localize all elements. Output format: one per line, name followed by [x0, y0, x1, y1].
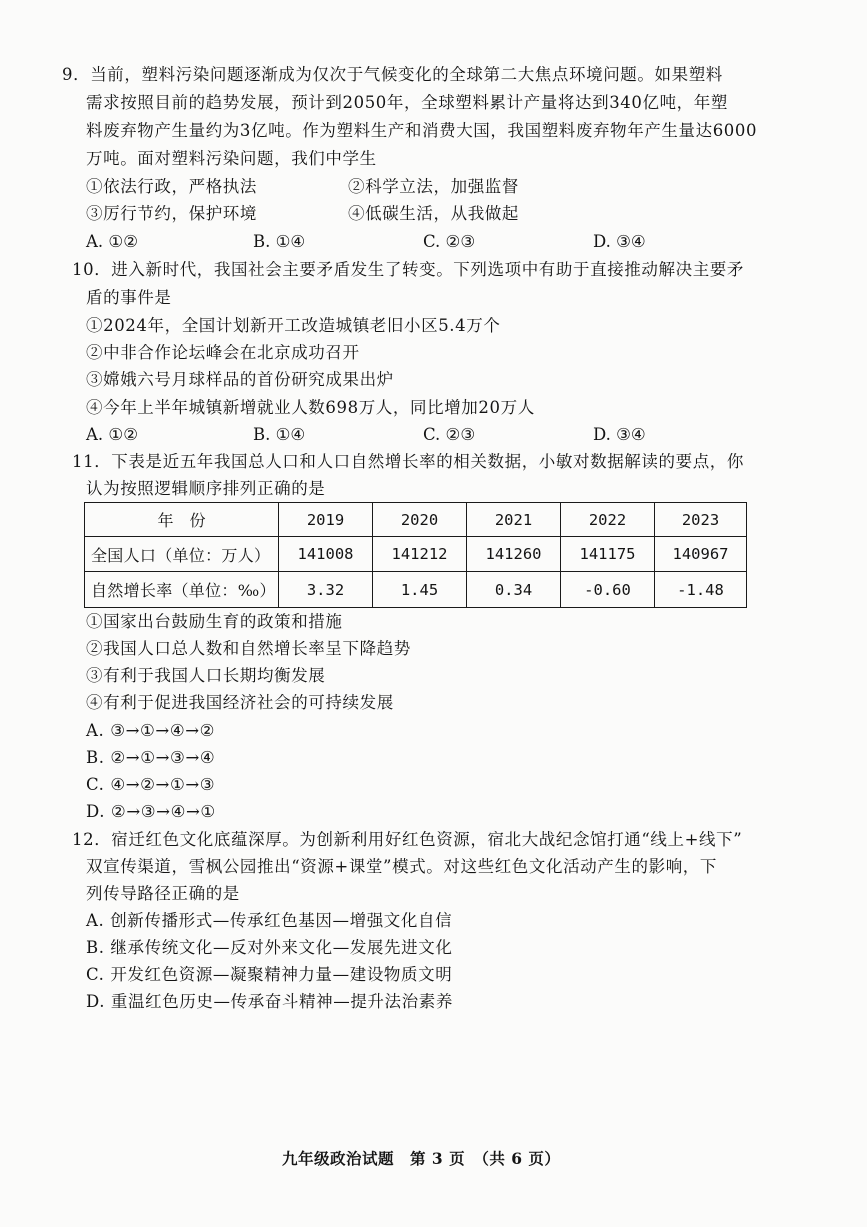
q10-statement-2: ②中非合作论坛峰会在北京成功召开 — [86, 343, 360, 362]
q11-stem-line: 11．下表是近五年我国总人口和人口自然增长率的相关数据，小敏对数据解读的要点，你 — [72, 452, 744, 471]
q11-option-d[interactable]: D. ②→③→④→① — [86, 802, 216, 821]
table-row — [85, 572, 747, 608]
table-cell: 0.34 — [467, 572, 561, 608]
q9-option-b[interactable]: B. ①④ — [253, 232, 306, 251]
table-header-cell: 2021 — [467, 503, 561, 537]
table-cell: 141175 — [561, 537, 655, 572]
q11-statement-1: ①国家出台鼓励生育的政策和措施 — [86, 612, 343, 631]
table-header-cell: 2022 — [561, 503, 655, 537]
table-header-cell: 2023 — [655, 503, 747, 537]
table-header-row — [85, 503, 747, 537]
q9-option-c[interactable]: C. ②③ — [423, 232, 476, 251]
table-header-cell: 2019 — [279, 503, 373, 537]
q11-statement-2: ②我国人口总人数和自然增长率呈下降趋势 — [86, 639, 411, 658]
q11-option-a[interactable]: A. ③→①→④→② — [86, 721, 216, 740]
q12-option-d[interactable]: D. 重温红色历史—传承奋斗精神—提升法治素养 — [86, 992, 453, 1011]
q11-statement-3: ③有利于我国人口长期均衡发展 — [86, 666, 326, 685]
q10-option-d[interactable]: D. ③④ — [593, 425, 646, 444]
q9-stem-line: 万吨。面对塑料污染问题，我们中学生 — [86, 149, 377, 168]
q12-stem-line: 12．宿迁红色文化底蕴深厚。为创新利用好红色资源，宿北大战纪念馆打通“线上+线下” — [72, 830, 743, 849]
q12-option-c[interactable]: C. 开发红色资源—凝聚精神力量—建设物质文明 — [86, 965, 453, 984]
table-cell: 140967 — [655, 537, 747, 572]
q11-option-c[interactable]: C. ④→②→①→③ — [86, 775, 216, 794]
table-header-cell: 2020 — [373, 503, 467, 537]
table-cell: 141260 — [467, 537, 561, 572]
table-row-header: 自然增长率（单位：‰） — [85, 572, 279, 608]
q12-stem-line: 列传导路径正确的是 — [86, 884, 240, 903]
q10-stem-line: 盾的事件是 — [86, 288, 172, 307]
q9-stem-line: 料废弃物产生量约为3亿吨。作为塑料生产和消费大国，我国塑料废弃物年产生量达6000 — [86, 121, 758, 140]
q9-statement-2: ②科学立法，加强监督 — [348, 177, 519, 196]
q9-statement-1: ①依法行政，严格执法 — [86, 177, 257, 196]
table-row-header: 全国人口（单位：万人） — [85, 537, 279, 572]
q11-stem-line: 认为按照逻辑顺序排列正确的是 — [86, 479, 326, 498]
table-cell: -0.60 — [561, 572, 655, 608]
q9-option-a[interactable]: A. ①② — [86, 232, 138, 251]
q10-stem-line: 10．进入新时代，我国社会主要矛盾发生了转变。下列选项中有助于直接推动解决主要矛 — [72, 260, 744, 279]
q11-statement-4: ④有利于促进我国经济社会的可持续发展 — [86, 693, 394, 712]
q10-option-c[interactable]: C. ②③ — [423, 425, 476, 444]
q11-option-b[interactable]: B. ②→①→③→④ — [86, 748, 216, 767]
q10-statement-3: ③嫦娥六号月球样品的首份研究成果出炉 — [86, 370, 394, 389]
table-header-cell: 年 份 — [85, 503, 279, 537]
q9-stem-line: 9．当前，塑料污染问题逐渐成为仅次于气候变化的全球第二大焦点环境问题。如果塑料 — [62, 65, 723, 84]
table-cell: 3.32 — [279, 572, 373, 608]
q10-statement-4: ④今年上半年城镇新增就业人数698万人，同比增加20万人 — [86, 398, 535, 417]
table-cell: -1.48 — [655, 572, 747, 608]
q12-option-b[interactable]: B. 继承传统文化—反对外来文化—发展先进文化 — [86, 938, 453, 957]
q12-stem-line: 双宣传渠道，雪枫公园推出“资源+课堂”模式。对这些红色文化活动产生的影响，下 — [86, 857, 717, 876]
q12-option-a[interactable]: A. 创新传播形式—传承红色基因—增强文化自信 — [86, 911, 453, 930]
table-cell: 141212 — [373, 537, 467, 572]
q9-option-d[interactable]: D. ③④ — [593, 232, 646, 251]
population-table — [84, 502, 747, 608]
q9-options — [86, 231, 786, 253]
q9-stem-line: 需求按照目前的趋势发展，预计到2050年，全球塑料累计产量将达到340亿吨，年塑 — [86, 93, 728, 112]
q10-options — [86, 424, 786, 446]
q9-statement-3: ③厉行节约，保护环境 — [86, 204, 257, 223]
q10-option-a[interactable]: A. ①② — [86, 425, 138, 444]
table-row — [85, 537, 747, 572]
page-footer: 九年级政治试题 第 3 页 （共 6 页） — [282, 1149, 561, 1168]
table-cell: 1.45 — [373, 572, 467, 608]
table-cell: 141008 — [279, 537, 373, 572]
q9-statement-4: ④低碳生活，从我做起 — [348, 204, 519, 223]
q10-statement-1: ①2024年，全国计划新开工改造城镇老旧小区5.4万个 — [86, 316, 501, 335]
q10-option-b[interactable]: B. ①④ — [253, 425, 306, 444]
